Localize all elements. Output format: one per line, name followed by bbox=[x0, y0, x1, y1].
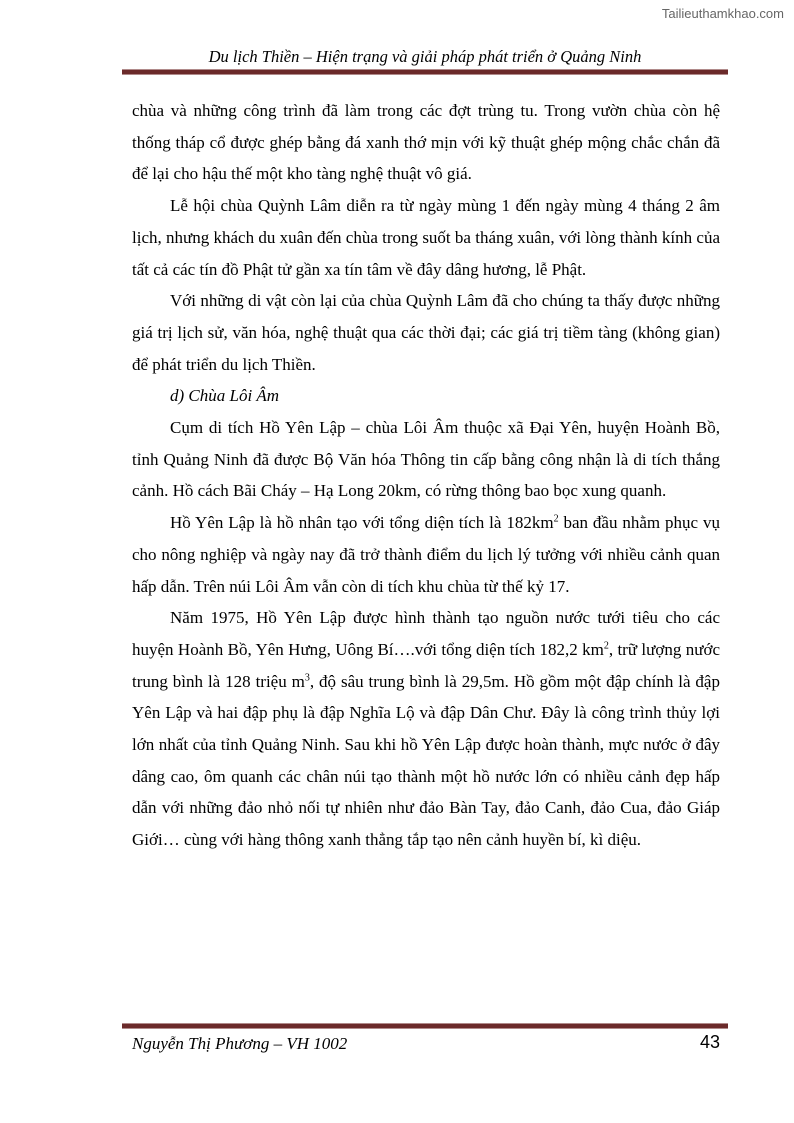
paragraph: Lễ hội chùa Quỳnh Lâm diễn ra từ ngày mùng 1 đến ngày mùng 4 tháng 2 âm lịch, nhưng khách du xuân đến chùa trong suốt ba tháng xuân, với lòng thành kính của tất cả các tín đồ Phật tử gần xa tín tâm về đây dâng hương, lễ Phật. bbox=[132, 196, 720, 279]
paragraph: Cụm di tích Hồ Yên Lập – chùa Lôi Âm thuộc xã Đại Yên, huyện Hoành Bồ, tỉnh Quảng Ninh đã được Bộ Văn hóa Thông tin cấp bằng công nhận là di tích thắng cảnh. Hồ cách Bãi Cháy – Hạ Long 20km, có rừng thông bao bọc xung quanh. bbox=[132, 418, 720, 501]
superscript: 3 bbox=[304, 672, 310, 683]
text: , độ sâu trung bình là 29,5m. Hồ gồm một đập chính là đập Yên Lập và hai đập phụ là đập Nghĩa Lộ và đập Dân Chư. Đây là công trình thủy lợi lớn nhất của tỉnh Quảng Ninh. Sau khi hồ Yên Lập được hoàn thành, mực nước ở đây dâng cao, ôm quanh các chân núi tạo thành một hồ nước lớn có nhiều cảnh đẹp hấp dẫn với những đảo nhỏ nối tự nhiên như đảo Bàn Tay, đảo Canh, đảo Cua, đảo Giáp Giới… cùng với hàng thông xanh thẳng tắp tạo nên cảnh huyền bí, kì diệu. bbox=[132, 671, 720, 850]
paragraph bbox=[132, 507, 720, 602]
paragraph bbox=[132, 602, 720, 856]
superscript: 2 bbox=[553, 513, 559, 525]
text: ban đầu nhằm phục vụ cho nông nghiệp và ngày nay đã trở thành điểm du lịch lý tưởng với nhiều cảnh quan hấp dẫn. Trên núi Lôi Âm vẫn còn di tích khu chùa từ thế kỷ 17. bbox=[132, 513, 721, 596]
page-number: 43 bbox=[699, 1032, 720, 1052]
text: , trữ lượng nước trung bình là 128 triệu m bbox=[132, 639, 720, 691]
header-rule bbox=[122, 69, 728, 75]
section-heading: d) Chùa Lôi Âm bbox=[170, 386, 280, 406]
paragraph: Với những di vật còn lại của chùa Quỳnh Lâm đã cho chúng ta thấy được những giá trị lịch sử, văn hóa, nghệ thuật qua các thời đại; các giá trị tiềm tàng (không gian) để phát triển du lịch Thiền. bbox=[132, 291, 720, 374]
document-body bbox=[132, 95, 720, 856]
text: Năm 1975, Hồ Yên Lập được hình thành tạo nguồn nước tưới tiêu cho các huyện Hoành Bồ, Yên Hưng, Uông Bí….với tổng diện tích 182,2 km bbox=[132, 608, 720, 659]
watermark: Tailieuthamkhao.com bbox=[661, 6, 784, 21]
footer-author: Nguyễn Thị Phương – VH 1002 bbox=[132, 1034, 348, 1053]
superscript: 2 bbox=[603, 640, 609, 652]
text: Hồ Yên Lập là hồ nhân tạo với tổng diện tích là 182km bbox=[170, 513, 554, 533]
paragraph: chùa và những công trình đã làm trong các đợt trùng tu. Trong vườn chùa còn hệ thống tháp cổ được ghép bằng đá xanh thớ mịn với kỹ thuật ghép mộng chắc chắn đã để lại cho hậu thế một kho tàng nghệ thuật vô giá. bbox=[132, 101, 720, 184]
running-header: Du lịch Thiền – Hiện trạng và giải pháp phát triển ở Quảng Ninh bbox=[208, 47, 642, 66]
footer-rule bbox=[122, 1023, 728, 1029]
